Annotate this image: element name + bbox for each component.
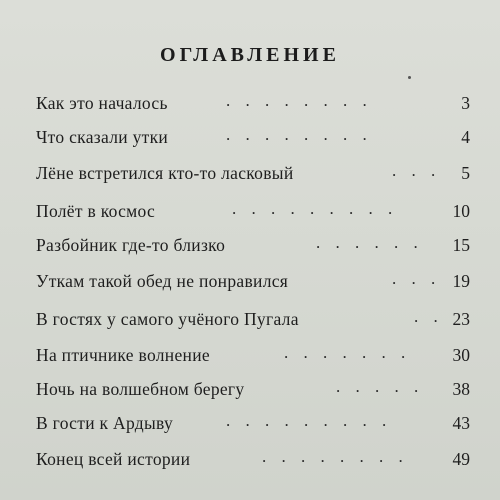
toc-entry [36,306,470,332]
toc-entry-page: 23 [452,309,470,329]
toc-entry-title: Лёне встретился кто-то ласковый [36,163,294,183]
toc-entry-title: На птичнике волнение [36,345,210,365]
toc-entry-page: 43 [452,413,470,433]
toc-entry-title: В гости к Ардыву [36,413,174,433]
print-speck [408,76,411,79]
toc-entry-title: Полёт в космос [36,201,156,221]
toc-entry [36,90,470,116]
toc-entry [36,198,470,224]
toc-leader-dots: . . . . . . . . [226,125,367,144]
toc-leader-dots: . . . [392,161,436,180]
toc-entry-page: 3 [461,93,470,113]
toc-entry [36,232,470,258]
toc-entry [36,410,470,436]
toc-entry-title: Конец всей истории [36,449,191,469]
toc-entry-page: 19 [452,271,470,291]
toc-leader-dots: . . . . . . . . . [226,411,387,430]
toc-leader-dots: . . . . . [336,377,419,396]
toc-entry [36,376,470,402]
toc-leader-dots: . . . . . . [316,233,418,252]
toc-entry [36,342,470,368]
toc-entry [36,124,470,150]
toc-entry-page: 4 [461,127,470,147]
toc-entry-page: 38 [452,379,470,399]
toc-entry-title: В гостях у самого учёного Пугала [36,309,299,329]
toc-entry [36,446,470,472]
toc-leader-dots: . . . . . . . . [262,447,403,466]
toc-leader-dots: . . . . . . . . . [232,199,393,218]
toc-entry-title: Уткам такой обед не понравился [36,271,289,291]
toc-entry-page: 15 [452,235,470,255]
toc-entry-page: 10 [452,201,470,221]
toc-entry [36,268,470,294]
toc-entry-page: 49 [452,449,470,469]
toc-leader-dots: . . . . . . . [284,343,406,362]
toc-entry [36,160,470,186]
toc-leader-dots: . . [414,307,438,326]
toc-entry-title: Как это началось [36,93,168,113]
toc-leader-dots: . . . [392,269,436,288]
toc-leader-dots: . . . . . . . . [226,91,367,110]
toc-entry-page: 30 [452,345,470,365]
toc-heading: ОГЛАВЛЕНИЕ [160,44,340,66]
toc-entry-page: 5 [461,163,470,183]
toc-entry-title: Разбойник где-то близко [36,235,226,255]
toc-entry-title: Ночь на волшебном берегу [36,379,245,399]
toc-entry-title: Что сказали утки [36,127,169,147]
